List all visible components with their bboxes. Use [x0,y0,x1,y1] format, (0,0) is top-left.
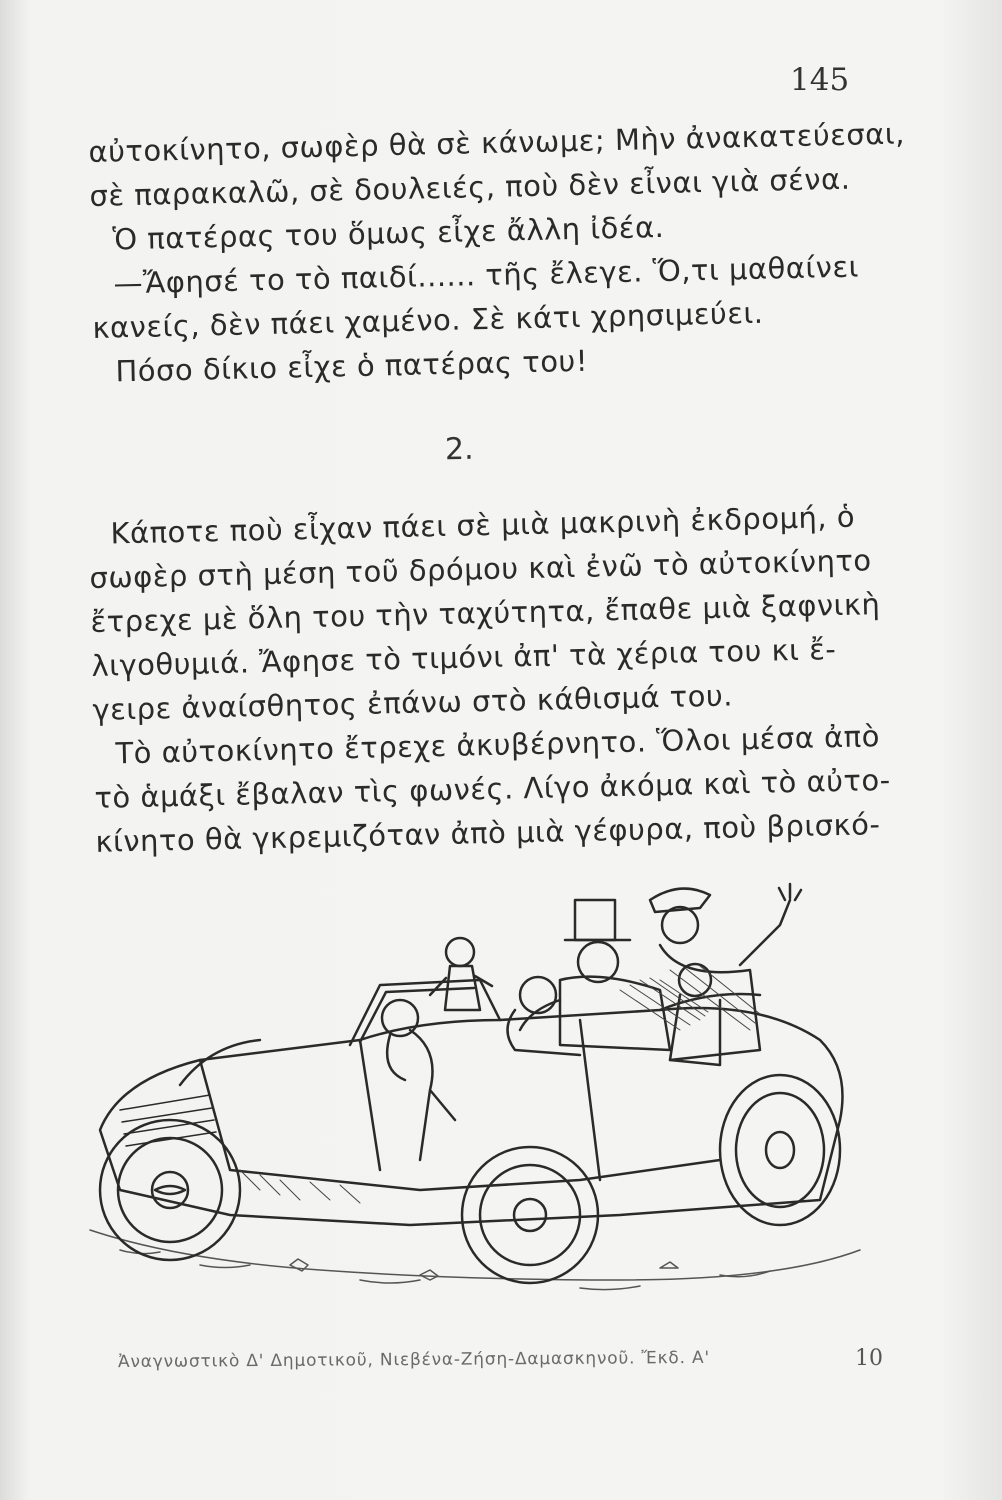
text-line: Τὸ αὐτοκίνητο ἔτρεχε ἀκυβέρνητο. Ὅλοι μέσα ἀπὸ [115,719,881,771]
child-figure [430,938,492,1010]
text-line: κίνητο θὰ γκρεμιζόταν ἀπὸ μιὰ γέφυρα, ποὺ βρισκό- [95,807,881,859]
text-block-1 [88,112,906,394]
boy-passenger [670,964,720,1065]
car-body [100,994,843,1225]
driver-figure [382,1000,455,1160]
text-line: γειρε ἀναίσθητος ἐπάνω στὸ κάθισμά του. [92,678,734,727]
text-line: τὸ ἁμάξι ἔβαλαν τὶς φωνές. Λίγο ἀκόμα καὶ τὸ αὐτο- [94,762,891,815]
section-number: 2. [444,431,474,468]
text-block-2 [88,494,896,864]
text-line: λιγοθυμιά. Ἄφησε τὸ τιμόνι ἀπ' τὰ χέρια του κι ἔ- [91,632,837,683]
text-line: ἔτρεχε μὲ ὅλη του τὴν ταχύτητα, ἔπαθε μιὰ ξαφνικὴ [90,587,881,639]
text-line: σωφὲρ στὴ μέση τοῦ δρόμου καὶ ἐνῶ τὸ αὐτοκίνητο [89,543,872,595]
text-line: Κάποτε ποὺ εἶχαν πάει σὲ μιὰ μακρινὴ ἐκδρομή, ὁ [110,499,856,551]
middle-wheel [462,1147,598,1283]
page-number: 145 [790,62,850,98]
footer-citation: Ἀναγνωστικὸ Δ' Δημοτικοῦ, Νιεβένα-Ζήση-Δαμασκηνοῦ. Ἔκδ. Α' [117,1347,710,1373]
text-line: Πόσο δίκιο εἶχε ὁ πατέρας του! [115,343,589,389]
text-line: Ὁ πατέρας του ὅμως εἶχε ἄλλη ἰδέα. [112,209,665,257]
man-with-hat [520,900,670,1050]
road-ground [90,1230,860,1290]
text-line: σὲ παρακαλῶ, σὲ δουλειές, ποὺ δὲν εἶναι γιὰ σένα. [89,161,851,213]
text-line: αὐτοκίνητο, σωφὲρ θὰ σὲ κάνωμε; Μὴν ἀνακατεύεσαι, [88,116,906,169]
text-line: —Ἄφησέ το τὸ παιδί...... τῆς ἔλεγε. Ὅ,τι μαθαίνει [113,249,860,301]
car-illustration [60,870,890,1310]
signature-mark: 10 [855,1346,883,1371]
text-line: κανείς, δὲν πάει χαμένο. Σὲ κάτι χρησιμεύει. [92,295,764,345]
